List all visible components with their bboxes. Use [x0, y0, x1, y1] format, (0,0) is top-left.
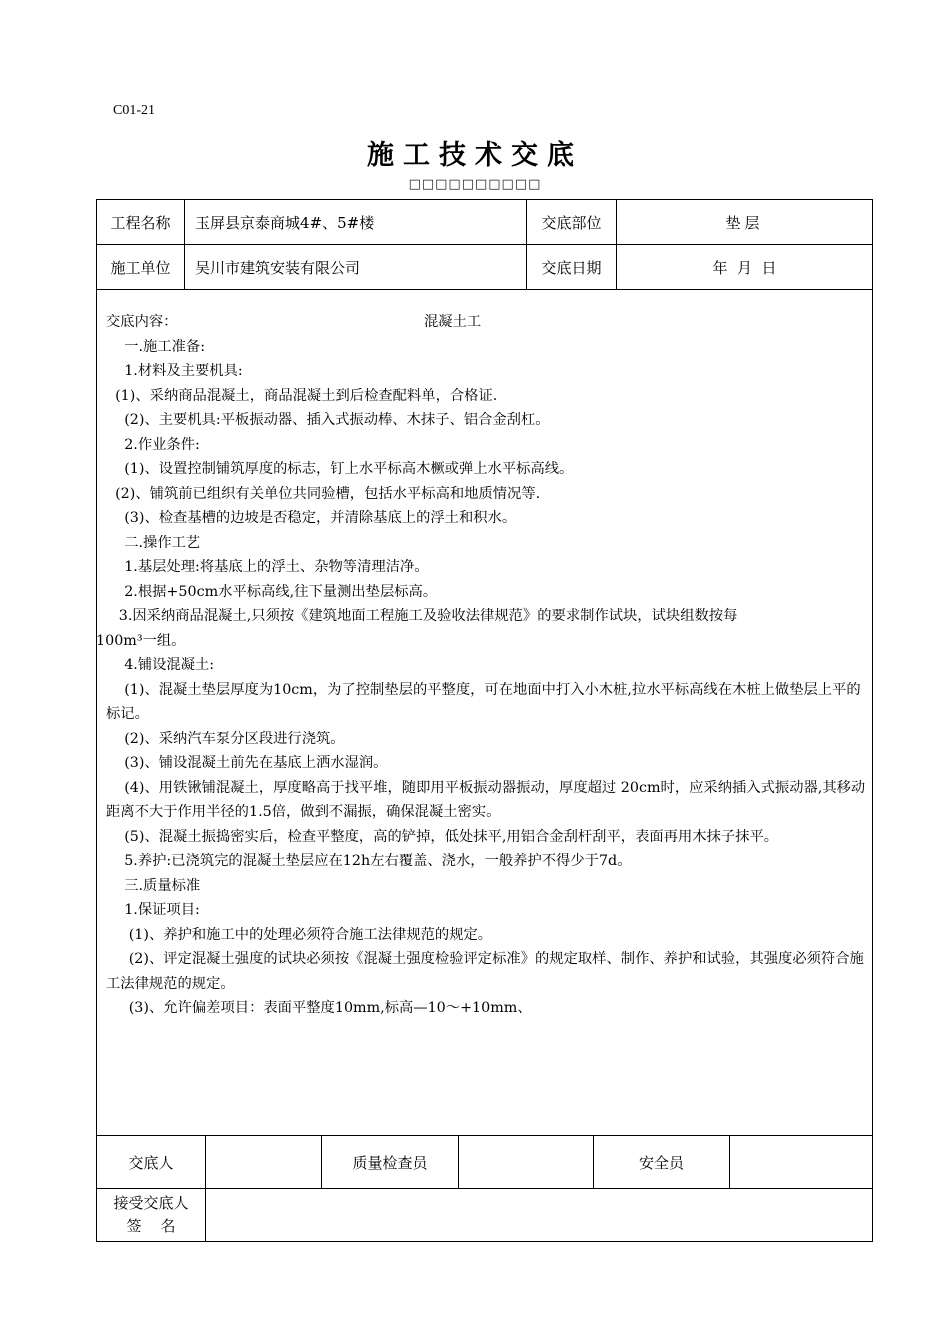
content-line: (5)、混凝土振捣密实后，检查平整度，高的铲掉，低处抹平,用铝合金刮杆刮平，表面再用木抹子抹平。 [106, 828, 779, 845]
content-line: 5.养护:已浇筑完的混凝土垫层应在12h左右覆盖、浇水，一般养护不得少于7d。 [106, 853, 632, 869]
content-line: 4.铺设混凝土: [106, 657, 215, 673]
project-name-label: 工程名称 [110, 213, 171, 232]
content-line: 三.质量标准 [106, 877, 201, 894]
safety-signature[interactable] [730, 1136, 872, 1188]
content-line: (2)、铺筑前已组织有关单位共同验槽，包括水平标高和地质情况等. [106, 485, 541, 502]
content-topic: 混凝土工 [424, 314, 482, 330]
date-value: 年 月 日 [712, 258, 777, 277]
content-line: (1)、设置控制铺筑厚度的标志，钉上水平标高木橛或弹上水平标高线。 [106, 461, 574, 477]
content-line: (4)、用铁锹铺混凝土，厚度略高于找平堆，随即用平板振动器振动，厚度超过 20cm时，应采纳插入式振动器,其移动距离不大于作用半径的1.5倍，做到不漏振，确保混凝土密实。 [106, 779, 866, 820]
discloser-label: 交底人 [128, 1153, 174, 1172]
receiver-signature[interactable] [206, 1189, 872, 1241]
content-line: 2.根据+50cm水平标高线,往下量测出垫层标高。 [106, 583, 438, 600]
project-name-value: 玉屏县京泰商城4#、5#楼 [195, 213, 375, 232]
date-label: 交底日期 [541, 258, 602, 277]
unit-label: 施工单位 [110, 258, 171, 277]
document-code: C01-21 [113, 103, 155, 118]
content-label: 交底内容： [106, 314, 178, 330]
content-line: (1)、养护和施工中的处理必须符合施工法律规范的规定。 [106, 926, 493, 943]
receiver-label-line1: 接受交底人 [113, 1194, 189, 1212]
content-line: 二.操作工艺 [106, 534, 201, 551]
content-line: (3)、允许偏差项目：表面平整度10mm,标高—10～+10mm、 [106, 1000, 532, 1016]
row-divider [96, 289, 873, 290]
part-label: 交底部位 [541, 213, 602, 232]
document-subtitle: □□□□□□□□□□ [408, 177, 542, 192]
content-line: (3)、检查基槽的边坡是否稳定，并清除基底上的浮土和积水。 [106, 510, 517, 526]
content-line: (2)、主要机具:平板振动器、插入式振动棒、木抹子、铝合金刮杠。 [106, 412, 550, 428]
receiver-label [97, 1189, 205, 1241]
content-line: (2)、评定混凝土强度的试块必须按《混凝土强度检验评定标准》的规定取样、制作、养护和试验，其强度必须符合施工法律规范的规定。 [106, 951, 864, 992]
content-line: (1)、采纳商品混凝土，商品混凝土到后检查配料单，合格证. [106, 387, 498, 404]
content-line: (2)、采纳汽车泵分区段进行浇筑。 [106, 730, 345, 747]
discloser-signature[interactable] [206, 1136, 321, 1188]
content-line: 1.保证项目: [106, 902, 200, 918]
content-line: 3.因采纳商品混凝土,只须按《建筑地面工程施工及验收法律规范》的要求制作试块，试块组数按每 [96, 608, 738, 624]
column-divider [184, 199, 185, 289]
content-line: 一.施工准备: [106, 338, 206, 355]
disclosure-content [96, 310, 866, 1021]
content-line: 100m³一组。 [96, 632, 186, 649]
safety-label: 安全员 [638, 1153, 684, 1172]
content-line: (1)、混凝土垫层厚度为10cm，为了控制垫层的平整度，可在地面中打入小木桩,拉水平标高线在木桩上做垫层上平的标记。 [106, 681, 861, 722]
content-line: (3)、铺设混凝土前先在基底上洒水湿润。 [106, 755, 388, 771]
content-line: 1.材料及主要机具: [106, 363, 243, 379]
part-value: 垫层 [725, 213, 764, 232]
document-title: 施工技术交底 [367, 140, 583, 171]
content-line: 1.基层处理:将基底上的浮土、杂物等清理洁净。 [106, 559, 429, 575]
unit-value: 吴川市建筑安装有限公司 [195, 258, 361, 277]
inspector-signature[interactable] [459, 1136, 593, 1188]
content-line: 2.作业条件: [106, 436, 200, 453]
receiver-label-line2: 签 名 [126, 1217, 176, 1235]
inspector-label: 质量检查员 [352, 1153, 428, 1172]
